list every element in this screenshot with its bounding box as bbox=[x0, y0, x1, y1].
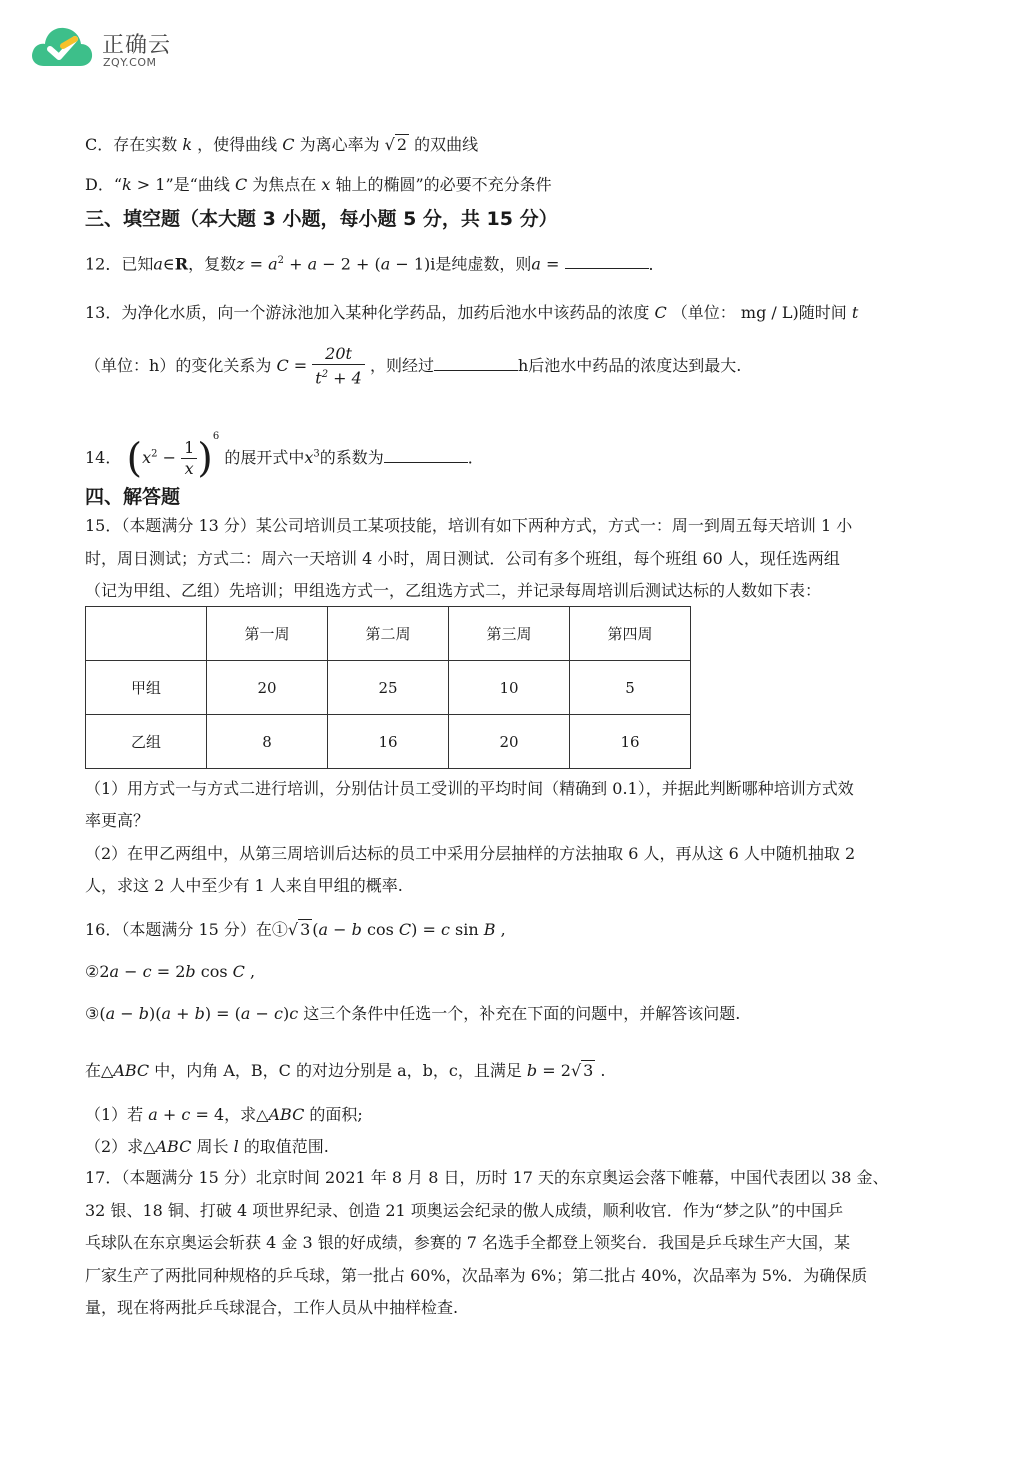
table-cell: 5 bbox=[570, 661, 691, 715]
option-d-prefix: D．“ bbox=[85, 175, 123, 194]
q16-part-1: （1）若 a + c = 4，求△ABC 的面积; bbox=[85, 1105, 363, 1124]
answer-blank[interactable] bbox=[565, 254, 649, 269]
q12-text1: ，复数 bbox=[188, 254, 237, 274]
q16-p1-prefix: （1）若 bbox=[85, 1105, 144, 1124]
q17-line3: 乓球队在东京奥运会斩获 4 金 3 银的好成绩，参赛的 7 名选手全都登上领奖台．我国是乒乓球生产大国，某 bbox=[85, 1233, 851, 1252]
option-d: D．“k > 1”是“曲线 C 为焦点在 x 轴上的椭圆”的必要不充分条件 bbox=[85, 175, 552, 194]
table-cell: 25 bbox=[328, 661, 449, 715]
table-cell: 16 bbox=[328, 715, 449, 769]
table-header-row bbox=[86, 607, 691, 661]
q17-line1: 17．（本题满分 15 分）北京时间 2021 年 8 月 8 日，历时 17 天的东京奥运会落下帷幕，中国代表团以 38 金、 bbox=[85, 1168, 889, 1187]
answer-blank[interactable] bbox=[434, 356, 518, 371]
q13-text4: ）的变化关系为 bbox=[159, 356, 272, 375]
table-cell: 16 bbox=[570, 715, 691, 769]
q16-p2-text: 周长 bbox=[196, 1137, 229, 1156]
q15-line3: （记为甲组、乙组）先培训；甲组选方式一，乙组选方式二，并记录每周培训后测试达标的人数如下表： bbox=[85, 581, 822, 600]
section-3-heading: 三、填空题（本大题 3 小题，每小题 5 分，共 15 分） bbox=[85, 208, 558, 230]
q13-unit-h: h bbox=[149, 356, 160, 375]
question-13-line1: 13．为净化水质，向一个游泳池加入某种化学药品，加药后池水中该药品的浓度 C （单位： mg / L)随时间 t bbox=[85, 303, 859, 322]
table-row bbox=[86, 715, 691, 769]
q13-unit: mg / L bbox=[740, 303, 793, 322]
q13-text3: （单位： bbox=[85, 356, 150, 375]
q16-triangle-text: 中，内角 A，B，C 的对边分别是 a，b，c，且满足 bbox=[154, 1061, 522, 1080]
q14-prefix: 14． bbox=[85, 448, 122, 467]
q13-text2: )随时间 bbox=[792, 303, 847, 322]
table-cell: 20 bbox=[207, 661, 328, 715]
q15-line2: 时，周日测试；方式二：周六一天培训 4 小时，周日测试．公司有多个班组，每个班组 60 人，现任选两组 bbox=[85, 549, 840, 568]
option-c-text2: 为离心率为 bbox=[299, 135, 380, 154]
reciprocal-fraction: $\frac{1}{x}$ bbox=[181, 438, 197, 479]
option-c-prefix: C．存在实数 bbox=[85, 135, 178, 154]
q15-line1: 15．（本题满分 13 分）某公司培训员工某项技能，培训有如下两种方式，方式一：周一到周五每天培训 1 小 bbox=[85, 516, 853, 535]
q13-text6: h后池水中药品的浓度达到最大. bbox=[517, 356, 742, 375]
table-cell: 第四周 bbox=[570, 607, 691, 661]
q16-c2-marker: ② bbox=[85, 962, 100, 981]
q16-c3-suffix: 这三个条件中任选一个，补充在下面的问题中，并解答该问题. bbox=[303, 1004, 741, 1023]
option-d-suffix: 轴上的椭圆”的必要不充分条件 bbox=[335, 175, 552, 194]
q15-part2-line2: 人，求这 2 人中至少有 1 人来自甲组的概率. bbox=[85, 876, 403, 895]
option-d-text2: 为焦点在 bbox=[252, 175, 317, 194]
option-c-suffix: 的双曲线 bbox=[414, 135, 479, 154]
table-row bbox=[86, 661, 691, 715]
q13-text1: 13．为净化水质，向一个游泳池加入某种化学药品，加药后池水中该药品的浓度 bbox=[85, 303, 650, 322]
q12-prefix: 12．已知 bbox=[85, 254, 154, 274]
question-12: 12．已知a∈R，复数$z = a^2 + a - 2 + (a - 1)i$是纯虚数，则a = ． bbox=[85, 254, 665, 274]
q16-prefix: 16．（本题满分 15 分）在① bbox=[85, 920, 288, 939]
q16-condition-1: 16．（本题满分 15 分）在①√ 3 (a − b cos C) = c sin B , bbox=[85, 920, 506, 939]
answer-blank[interactable] bbox=[384, 448, 468, 463]
q12-end: ． bbox=[648, 254, 665, 274]
q14-text1: 的展开式中 bbox=[224, 448, 305, 467]
q16-p2-prefix: （2）求△ bbox=[85, 1137, 156, 1156]
q17-line4: 厂家生产了两批同种规格的乒乓球，第一批占 60%，次品率为 6%；第二批占 40%，次品率为 5%．为确保质 bbox=[85, 1266, 868, 1285]
q16-condition-3: ③(a − b)(a + b) = (a − c)c 这三个条件中任选一个，补充在下面的问题中，并解答该问题. bbox=[85, 1004, 741, 1023]
q16-condition-2: ②2a − c = 2b cos C , bbox=[85, 962, 256, 981]
table-cell: 第一周 bbox=[207, 607, 328, 661]
table-cell: 乙组 bbox=[86, 715, 207, 769]
q16-p1-suffix: 的面积; bbox=[309, 1105, 363, 1124]
q15-part2-line1: （2）在甲乙两组中，从第三周培训后达标的员工中采用分层抽样的方法抽取 6 人，再从这 6 人中随机抽取 2 bbox=[85, 844, 856, 863]
training-results-table bbox=[85, 606, 691, 769]
sqrt-2: √ 2 bbox=[384, 135, 408, 154]
option-c-text1: ，使得曲线 bbox=[197, 135, 278, 154]
table-cell: 甲组 bbox=[86, 661, 207, 715]
q13-text5: ，则经过 bbox=[369, 356, 434, 375]
q14-text2: 的系数为 bbox=[319, 448, 384, 467]
option-c: C．存在实数 k ，使得曲线 C 为离心率为 √ 2 的双曲线 bbox=[85, 135, 479, 154]
table-cell: 10 bbox=[449, 661, 570, 715]
table-cell bbox=[86, 607, 207, 661]
q17-line2: 32 银、18 铜、打破 4 项世界纪录、创造 21 项奥运会纪录的傲人成绩，顺利收官．作为“梦之队”的中国乒 bbox=[85, 1201, 844, 1220]
q15-part1-line1: （1）用方式一与方式二进行培训，分别估计员工受训的平均时间（精确到 0.1），并据此判断哪种培训方式效 bbox=[85, 779, 854, 798]
q17-line5: 量，现在将两批乒乓球混合，工作人员从中抽样检查. bbox=[85, 1298, 459, 1317]
q14-end: ． bbox=[467, 448, 484, 467]
q12-text2: 是纯虚数，则 bbox=[435, 254, 532, 274]
concentration-fraction: $\frac{20t}{t^2 + 4}$ bbox=[312, 344, 365, 388]
section-4-heading: 四、解答题 bbox=[85, 486, 181, 508]
q16-triangle-statement: 在△ABC 中，内角 A，B，C 的对边分别是 a，b，c，且满足 b = 2√ 3 . bbox=[85, 1061, 606, 1080]
q16-part-2: （2）求△ABC 周长 l 的取值范围. bbox=[85, 1137, 329, 1156]
q13-unit-label: （单位： bbox=[671, 303, 736, 322]
table-cell: 20 bbox=[449, 715, 570, 769]
logo bbox=[30, 22, 190, 76]
logo-subtitle: ZQY.COM bbox=[103, 56, 157, 69]
table-cell: 第三周 bbox=[449, 607, 570, 661]
logo-name: 正确云 bbox=[102, 33, 172, 58]
option-d-text1: ”是“曲线 bbox=[165, 175, 230, 194]
table-cell: 8 bbox=[207, 715, 328, 769]
table-cell: 第二周 bbox=[328, 607, 449, 661]
q16-p2-suffix: 的取值范围. bbox=[243, 1137, 329, 1156]
q16-triangle-prefix: 在△ bbox=[85, 1061, 114, 1080]
question-13-line2: （单位：h）的变化关系为 C = $\frac{20t}{t^2 + 4}$ ，则经过 h后池水中药品的浓度达到最大. bbox=[85, 344, 742, 388]
q15-part1-line2: 率更高？ bbox=[85, 811, 150, 830]
q16-c3-marker: ③ bbox=[85, 1004, 100, 1023]
question-14: 14． ($x^2$ − $\frac{1}{x}$ )$^6$ 的展开式中$x^3$的系数为 ． bbox=[85, 431, 484, 482]
q16-p1-text: ，求△ bbox=[224, 1105, 269, 1124]
cloud-check-icon bbox=[30, 22, 94, 72]
